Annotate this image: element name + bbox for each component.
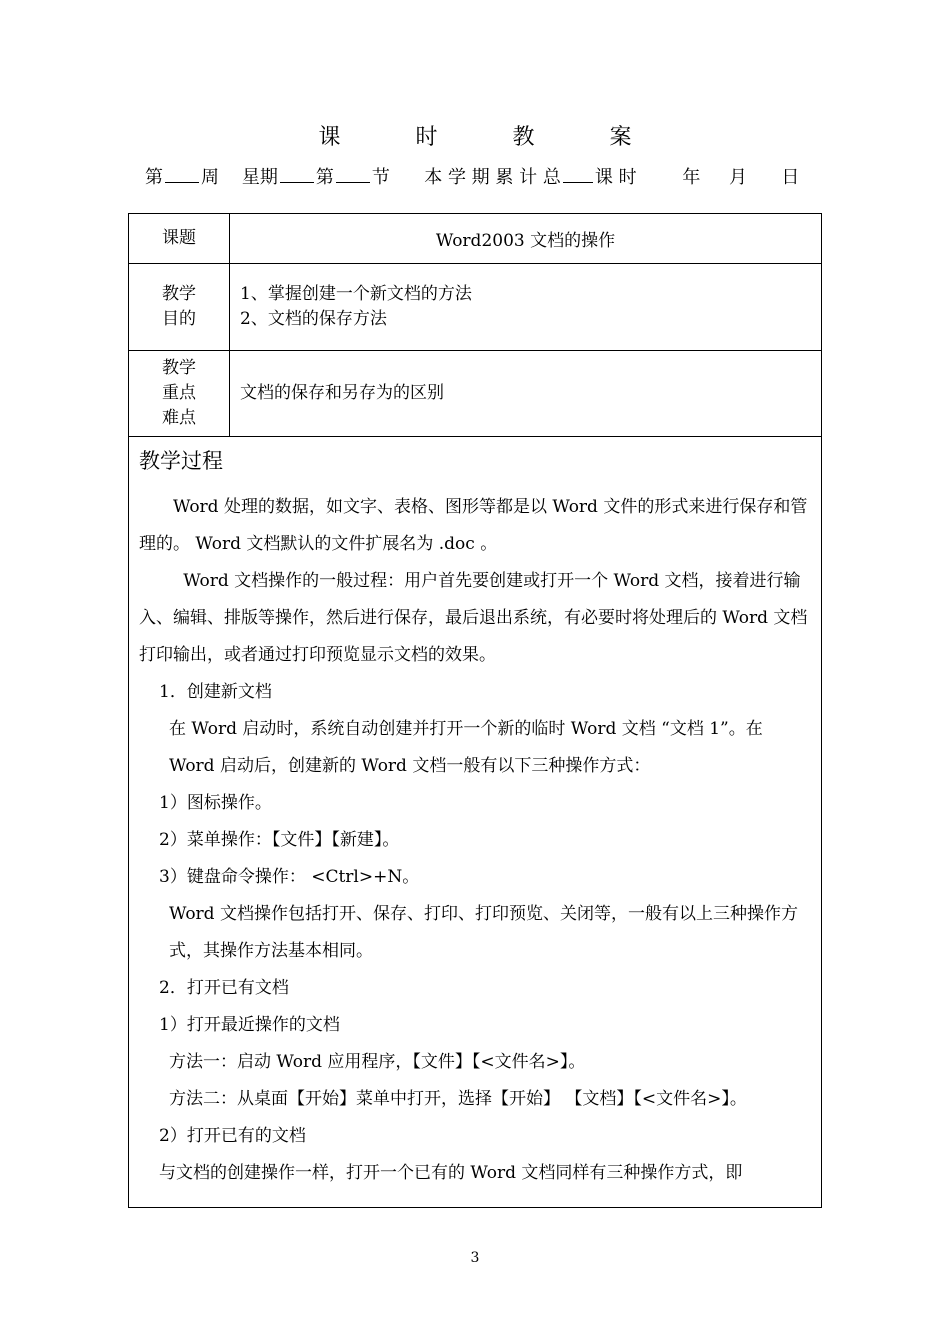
- section-title: 1．创建新文档: [159, 682, 272, 702]
- process-heading: 教学过程: [139, 449, 223, 473]
- objective-label-line: 教学: [162, 284, 196, 304]
- document-title: 课 时 教 案: [318, 125, 666, 150]
- hours-blank: [563, 168, 593, 183]
- section-title: 2．打开已有文档: [159, 978, 289, 998]
- process-paragraph: Word 处理的数据，如文字、表格、图形等都是以 Word 文件的形式来进行保存和管理的。 Word 文档默认的文件扩展名为 .doc 。: [139, 497, 808, 554]
- cumulative-label: 本 学 期 累 计 总: [424, 167, 561, 188]
- page-number: 3: [470, 1250, 480, 1266]
- key-points-value: 文档的保存和另存为的区别: [230, 351, 822, 437]
- process-row: [129, 437, 822, 1208]
- objective-item: 1、掌握创建一个新文档的方法: [240, 284, 472, 304]
- lesson-plan-table: [128, 213, 822, 1208]
- weekday-label: 星期: [241, 167, 278, 188]
- method-item: 方法一：启动 Word 应用程序，【文件】【<文件名>】。: [169, 1052, 586, 1072]
- key-label-line: 难点: [162, 408, 196, 428]
- topic-value: Word2003 文档的操作: [230, 214, 822, 264]
- section-suffix: 节: [371, 167, 390, 188]
- key-label-line: 重点: [162, 383, 196, 403]
- header-meta-line: [145, 163, 825, 189]
- week-suffix: 周: [201, 167, 219, 188]
- list-item: 3）键盘命令操作： <Ctrl>+N。: [159, 867, 420, 887]
- objective-label: [129, 264, 230, 351]
- list-item: 1）图标操作。: [159, 793, 272, 813]
- key-points-label: [129, 351, 230, 437]
- hours-label: 课 时: [594, 167, 637, 188]
- objective-label-line: 目的: [162, 309, 196, 329]
- list-item: 2）打开已有的文档: [159, 1126, 306, 1146]
- key-label-line: 教学: [162, 358, 196, 378]
- month-label: 月: [728, 167, 747, 188]
- process-paragraph: Word 文档操作的一般过程：用户首先要创建或打开一个 Word 文档，接着进行输入、编辑、排版等操作，然后进行保存，最后退出系统，有必要时将处理后的 Word 文档打印输出，或者通过打印预览显示文档的效果。: [139, 571, 808, 665]
- key-points-row: [129, 351, 822, 437]
- topic-row: [129, 214, 822, 264]
- list-item: 1）打开最近操作的文档: [159, 1015, 340, 1035]
- objective-row: [129, 264, 822, 351]
- day-label: 日: [781, 167, 800, 188]
- section-text: 在 Word 启动时，系统自动创建并打开一个新的临时 Word 文档 “文档 1”。在 Word 启动后，创建新的 Word 文档一般有以下三种操作方式：: [169, 719, 763, 776]
- section-text: 与文档的创建操作一样，打开一个已有的 Word 文档同样有三种操作方式，即: [159, 1163, 743, 1183]
- objective-content: [230, 264, 822, 351]
- section-note: Word 文档操作包括打开、保存、打印、打印预览、关闭等，一般有以上三种操作方式，其操作方法基本相同。: [169, 904, 798, 961]
- teaching-process: [129, 437, 822, 1208]
- year-label: 年: [682, 167, 701, 188]
- topic-label: 课题: [129, 214, 230, 264]
- method-item: 方法二：从桌面【开始】菜单中打开，选择【开始】 【文档】【<文件名>】。: [169, 1089, 747, 1109]
- week-prefix: 第: [145, 167, 163, 188]
- weekday-blank: [280, 168, 314, 183]
- objective-item: 2、文档的保存方法: [240, 309, 387, 329]
- week-blank: [165, 168, 199, 183]
- section-blank: [336, 168, 370, 183]
- section-prefix: 第: [315, 167, 334, 188]
- list-item: 2）菜单操作：【文件】【新建】。: [159, 830, 400, 850]
